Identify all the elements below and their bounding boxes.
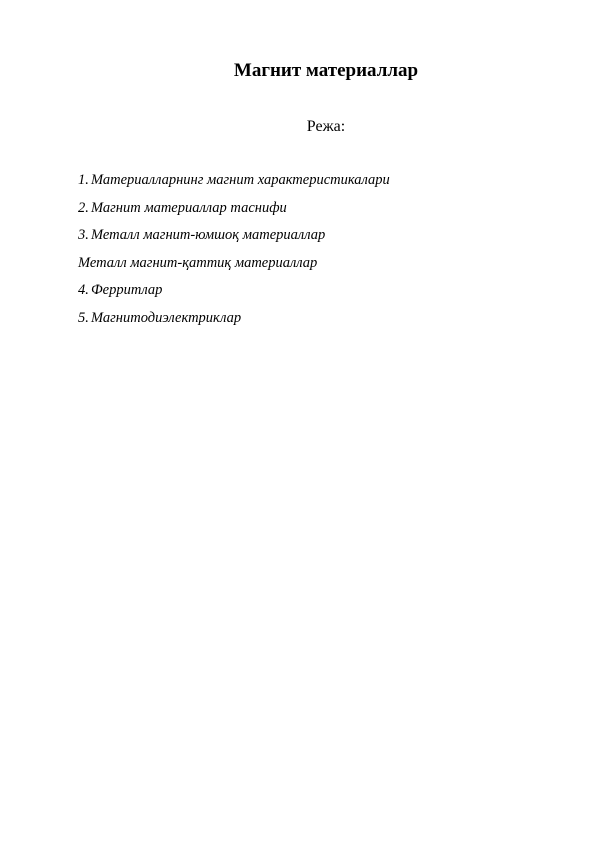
outline-item-text: Металл магнит-юмшоқ материаллар <box>91 227 326 243</box>
outline-item-text: Металл магнит-қаттиқ материаллар <box>78 254 318 271</box>
plan-heading: Режа: <box>306 118 346 135</box>
outline-item-number: 4. <box>78 282 89 298</box>
outline-item-text: Ферритлар <box>91 282 163 298</box>
outline-item-number: 1. <box>78 172 89 188</box>
outline-item <box>78 226 558 254</box>
document-title: Магнит материаллар <box>233 60 419 81</box>
plan-outline-list <box>78 171 558 336</box>
outline-item-text: Материалларнинг магнит характеристикалари <box>91 172 390 188</box>
outline-item-number: 5. <box>78 309 89 326</box>
outline-item-number: 2. <box>78 199 89 216</box>
outline-item <box>78 281 558 309</box>
outline-item-text: Магнит материаллар таснифи <box>91 199 287 216</box>
outline-item-unnumbered <box>78 254 558 282</box>
outline-item-text: Магнитодиэлектриклар <box>91 309 242 326</box>
outline-item <box>78 199 558 227</box>
outline-item-number: 3. <box>78 227 89 243</box>
outline-item <box>78 309 558 337</box>
outline-item <box>78 171 558 199</box>
